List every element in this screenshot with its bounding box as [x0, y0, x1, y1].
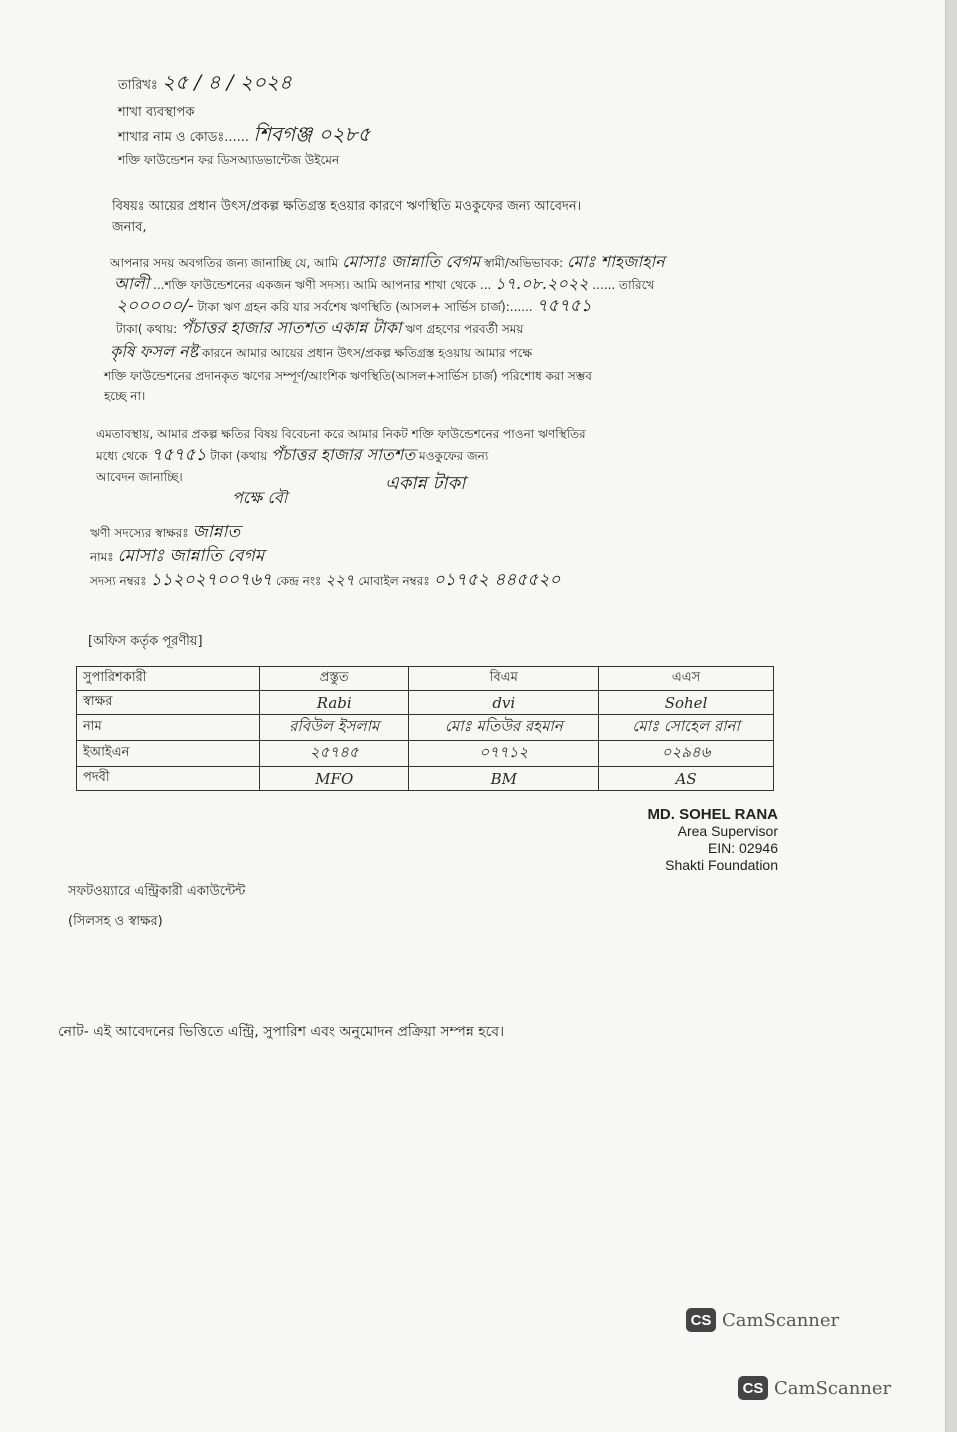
- table-cell: রবিউল ইসলাম: [260, 715, 409, 741]
- para1-line3: ২০০০০০/- টাকা ঋণ গ্রহন করি যার সর্বশেষ ঋণস্থিতি (আসল+ সার্ভিস চার্জ):...... ৭৫৭৫১: [116, 296, 592, 316]
- table-cell: Rabi: [260, 691, 409, 715]
- table-row-label: নাম: [77, 715, 260, 741]
- on-behalf-note: পক্ষে বৌ: [232, 488, 288, 507]
- footer-note: নোট- এই আবেদনের ভিত্তিতে এন্ট্রি, সুপারিশ এবং অনুমোদন প্রক্রিয়া সম্পন্ন হবে।: [58, 1024, 505, 1040]
- table-cell: ২৫৭৪৫: [260, 741, 409, 767]
- branch-value: শিবগঞ্জ ০২৮৫: [253, 122, 371, 146]
- para1-line7: হচ্ছে না।: [104, 389, 146, 403]
- table-cell: প্রস্তুত: [260, 667, 409, 691]
- table-row: [77, 667, 774, 691]
- date-label: তারিখঃ: [118, 78, 158, 93]
- table-cell: MFO: [260, 767, 409, 791]
- table-cell: ০২৯৪৬: [599, 741, 774, 767]
- supervisor-stamp: MD. SOHEL RANA Area Supervisor EIN: 02946 Shakti Foundation: [647, 806, 778, 873]
- table-row: [77, 715, 774, 741]
- camscanner-watermark-2: CS CamScanner: [738, 1376, 891, 1400]
- office-table: [76, 666, 774, 791]
- accountant-line2: (সিলসহ ও স্বাক্ষর): [68, 914, 163, 929]
- date-line: [118, 72, 292, 96]
- para2-line2: মধ্যে থেকে ৭৫৭৫১ টাকা (কথায় পঁচাত্তর হাজার সাতশত মওকুফের জন্য: [96, 445, 489, 465]
- para1-line5: কৃষি ফসল নষ্ট কারনে আমার আয়ের প্রধান উৎস/প্রকল্প ক্ষতিগ্রস্ত হওয়ায় আমার পক্ষে: [110, 342, 533, 361]
- para2-words-continued: একান্ন টাকা: [385, 473, 466, 494]
- office-use-label: [অফিস কর্তৃক পূরণীয়]: [88, 634, 203, 649]
- table-row-label: সুপারিশকারী: [77, 667, 260, 691]
- table-cell: Sohel: [599, 691, 774, 715]
- table-row-label: স্বাক্ষর: [77, 691, 260, 715]
- salutation: জনাব,: [112, 220, 147, 235]
- table-cell: মোঃ সোহেল রানা: [599, 715, 774, 741]
- date-value: ২৫ / ৪ / ২০২৪: [162, 70, 292, 94]
- accountant-line1: সফটওয়্যারে এন্ট্রিকারী একাউন্টেন্ট: [68, 884, 246, 899]
- addressee-line3: শক্তি ফাউন্ডেশন ফর ডিসঅ্যাডভান্টেজ উইমেন: [118, 153, 340, 167]
- branch-line: শাখার নাম ও কোডঃ...... শিবগঞ্জ ০২৮৫: [118, 122, 371, 146]
- para2-line3: আবেদন জানাচ্ছি।: [96, 470, 183, 484]
- camscanner-logo-icon: CS: [738, 1376, 768, 1400]
- page-edge: [945, 0, 957, 1432]
- member-id-line: সদস্য নম্বরঃ ১১২০২৭০০৭৬৭ কেন্দ্র নংঃ ২২৭ মোবাইল নম্বরঃ ০১৭৫২ ৪৪৫৫২০: [90, 570, 561, 590]
- camscanner-watermark-1: CS CamScanner: [686, 1308, 839, 1332]
- table-cell: BM: [409, 767, 599, 791]
- member-signature: জান্নাত: [192, 522, 241, 542]
- table-row: [77, 691, 774, 715]
- table-cell: dvi: [409, 691, 599, 715]
- para1-line4: টাকা( কথায়: পঁচাত্তর হাজার সাতশত একান্ন টাকা ঋণ গ্রহণের পরবর্তী সময়: [116, 318, 524, 337]
- table-cell: ০৭৭১২: [409, 741, 599, 767]
- addressee-line1: শাখা ব্যবস্থাপক: [118, 105, 195, 120]
- table-row: [77, 767, 774, 791]
- table-cell: মোঃ মতিউর রহমান: [409, 715, 599, 741]
- table-cell: বিএম: [409, 667, 599, 691]
- table-row: [77, 741, 774, 767]
- member-name-line: নামঃ মোসাঃ জান্নাতি বেগম: [90, 546, 265, 566]
- table-row-label: পদবী: [77, 767, 260, 791]
- table-cell: এএস: [599, 667, 774, 691]
- member-sign-line: ঋণী সদস্যের স্বাক্ষরঃ জান্নাত: [90, 522, 241, 542]
- para2-line1: এমতাবস্থায়, আমার প্রকল্প ক্ষতির বিষয় বিবেচনা করে আমার নিকট শক্তি ফাউন্ডেশনের পাওনা ঋণস্থিতির: [96, 427, 586, 441]
- para1-line2: আলী ...শক্তি ফাউন্ডেশনের একজন ঋণী সদস্য। আমি আপনার শাখা থেকে ... ১৭.০৮.২০২২ ...... তারিখে: [114, 274, 655, 293]
- subject-line: বিষয়ঃ আয়ের প্রধান উৎস/প্রকল্প ক্ষতিগ্রস্ত হওয়ার কারণে ঋণস্থিতি মওকুফের জন্য আবেদন।: [112, 199, 582, 214]
- para1-line6: শক্তি ফাউন্ডেশনের প্রদানকৃত ঋণের সম্পূর্ণ/আংশিক ঋণস্থিতি(আসল+সার্ভিস চার্জ) পরিশোধ করা সম্ভব: [104, 369, 592, 383]
- para1-line1: আপনার সদয় অবগতির জন্য জানাচ্ছি যে, আমি মোসাঃ জান্নাতি বেগম স্বামী/অভিভাবক: মোঃ শাহজাহান: [110, 252, 665, 271]
- camscanner-logo-icon: CS: [686, 1308, 716, 1332]
- table-cell: AS: [599, 767, 774, 791]
- table-row-label: ইআইএন: [77, 741, 260, 767]
